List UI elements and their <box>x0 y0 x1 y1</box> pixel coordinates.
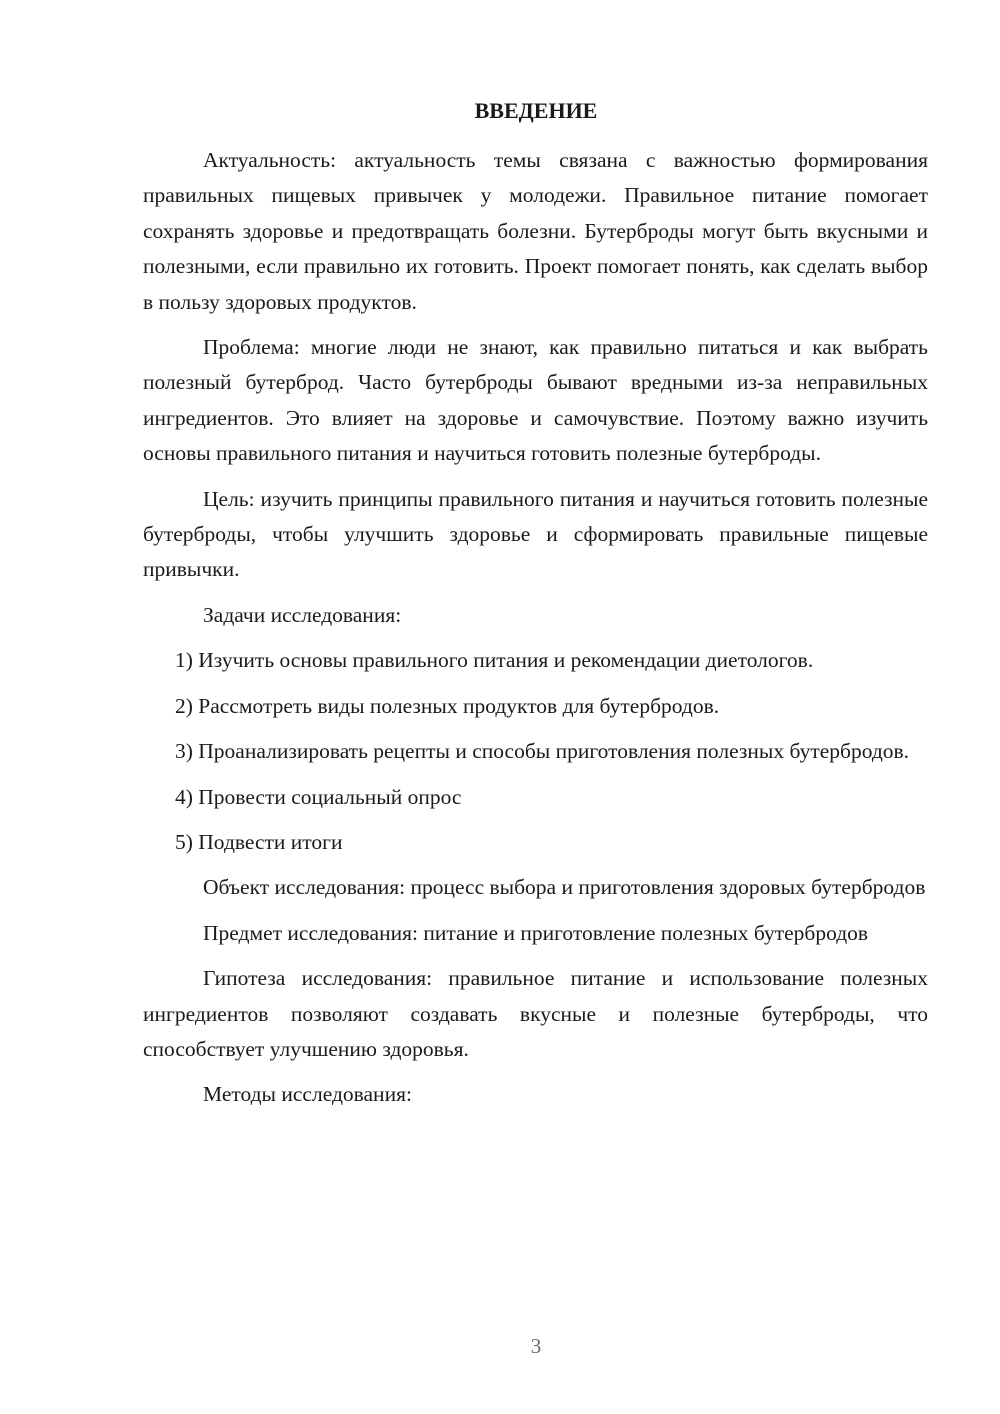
problem-paragraph: Проблема: многие люди не знают, как правильно питаться и как выбрать полезный бутерброд. Часто бутерброды бывают вредными из-за неправильных ингредиентов. Это влияет на здоровье и самочувствие. Поэтому важно изучить основы правильного питания и научиться готовить полезные бутерброды. <box>143 335 928 466</box>
page-title: ВВЕДЕНИЕ <box>474 98 598 123</box>
task-item-4: 4) Провести социальный опрос <box>175 784 462 809</box>
relevance-paragraph: Актуальность: актуальность темы связана с важностью формирования правильных пищевых привычек у молодежи. Правильное питание помогает сохранять здоровье и предотвращать болезни. Бутерброды могут быть вкусными и полезными, если правильно их готовить. Проект помогает понять, как сделать выбор в пользу здоровых продуктов. <box>143 148 928 314</box>
subject-paragraph: Предмет исследования: питание и приготовление полезных бутербродов <box>203 920 869 945</box>
page-number: 3 <box>530 1334 542 1358</box>
goal-paragraph: Цель: изучить принципы правильного питания и научиться готовить полезные бутерброды, чтобы улучшить здоровье и сформировать правильные пищевые привычки. <box>143 486 928 582</box>
tasks-heading: Задачи исследования: <box>203 602 402 627</box>
task-item-1: 1) Изучить основы правильного питания и рекомендации диетологов. <box>175 648 814 673</box>
hypothesis-paragraph: Гипотеза исследования: правильное питание и использование полезных ингредиентов позволяют создавать вкусные и полезные бутерброды, что способствует улучшению здоровья. <box>143 966 928 1061</box>
document-body <box>143 143 928 1123</box>
task-item-5: 5) Подвести итоги <box>175 829 343 854</box>
object-paragraph: Объект исследования: процесс выбора и приготовления здоровых бутербродов <box>203 875 926 900</box>
task-item-3: 3) Проанализировать рецепты и способы приготовления полезных бутербродов. <box>175 739 910 764</box>
task-item-2: 2) Рассмотреть виды полезных продуктов для бутербродов. <box>175 693 720 718</box>
methods-paragraph: Методы исследования: <box>203 1082 412 1107</box>
